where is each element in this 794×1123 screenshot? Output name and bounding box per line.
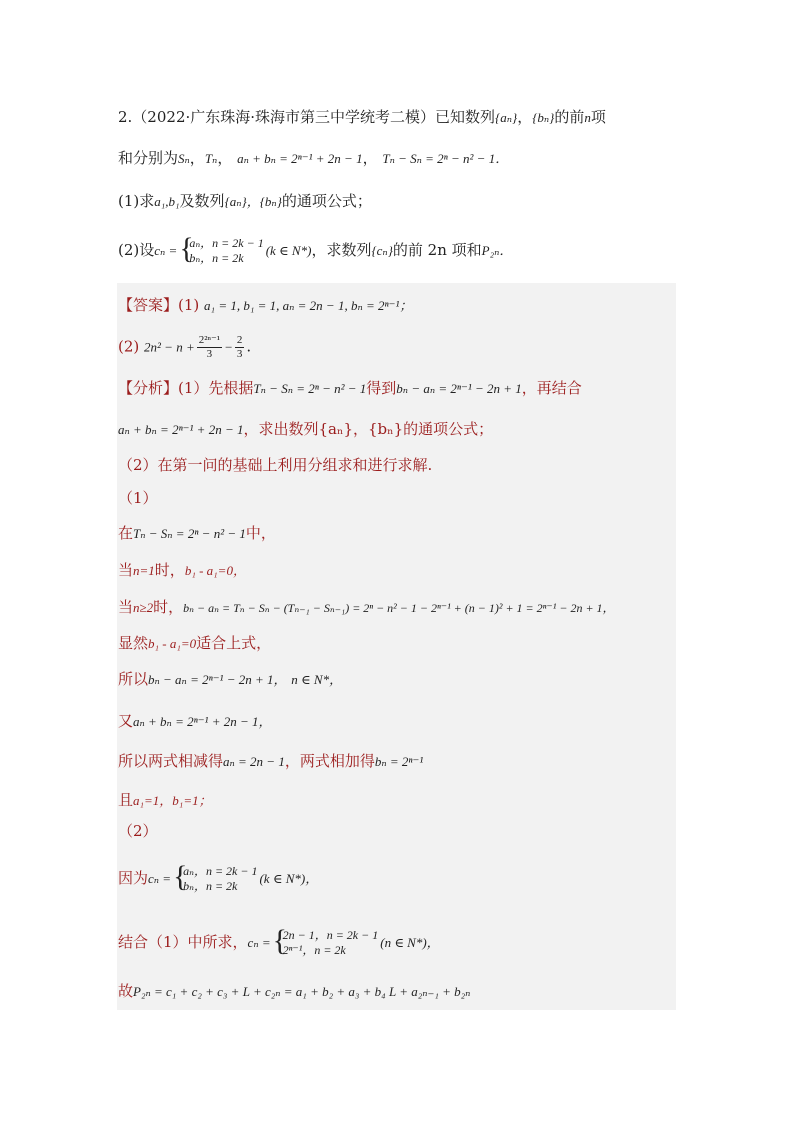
solution-line-9: 且a₁=1，b₁=1； [118,791,212,809]
solution-line-4: 当n≥2时，bₙ − aₙ = Tₙ − Sₙ − (Tₙ₋₁ − Sₙ₋₁) = 2ⁿ − n² − 1 − 2ⁿ⁻¹ + (n − 1)² + 1 = 2ⁿ⁻¹ − 2n + 1， [118,598,615,616]
question-part-2: (2)设cₙ = { aₙ，n = 2k − 1 bₙ，n = 2k (k ∈ N*)，求数列{cₙ}的前 2n 项和P₂ₙ． [118,232,513,265]
solution-line-2: 在Tₙ − Sₙ = 2ⁿ − n² − 1中， [118,524,276,542]
solution-line-13: 故P₂ₙ = c₁ + c₂ + c₃ + L + c₂ₙ = a₁ + b₂ + a₃ + b₄ L + a₂ₙ₋₁ + b₂ₙ [118,982,471,1000]
piecewise-cn: { aₙ，n = 2k − 1 bₙ，n = 2k [173,860,258,893]
question-line-1: 2.（2022·广东珠海·珠海市第三中学统考二模）已知数列{aₙ}，{bₙ}的前n项 [118,108,606,126]
solution-line-12: 结合（1）中所求，cₙ = { 2n − 1，n = 2k − 1 2ⁿ⁻¹，n = 2k (n ∈ N*)， [118,924,440,957]
answer-line-1: 【答案】(1) a₁ = 1, b₁ = 1, aₙ = 2n − 1, bₙ = 2ⁿ⁻¹； [118,296,413,314]
piecewise-definition: { aₙ，n = 2k − 1 bₙ，n = 2k [179,232,264,265]
given-equation-2: Tₙ − Sₙ = 2ⁿ − n² − 1． [382,151,509,166]
analysis-line-3: （2）在第一问的基础上利用分组求和进行求解. [118,456,433,474]
answer-part-1: a₁ = 1, b₁ = 1, aₙ = 2n − 1, bₙ = 2ⁿ⁻¹； [204,298,413,313]
question-line-2: 和分别为Sₙ，Tₙ， aₙ + bₙ = 2ⁿ⁻¹ + 2n − 1， Tₙ − Sₙ = 2ⁿ − n² − 1． [118,149,509,167]
question-source: 2.（2022·广东珠海·珠海市第三中学统考二模）已知数列 [118,108,496,126]
answer-tag: 【答案】 [118,296,179,314]
solution-line-6: 所以bₙ − aₙ = 2ⁿ⁻¹ − 2n + 1， n ∈ N*， [118,670,343,688]
solution-line-7: 又aₙ + bₙ = 2ⁿ⁻¹ + 2n − 1， [118,712,272,730]
analysis-line-1: 【分析】(1）先根据Tₙ − Sₙ = 2ⁿ − n² − 1得到bₙ − aₙ = 2ⁿ⁻¹ − 2n + 1，再结合 [118,379,582,397]
solution-part-2-label: （2） [118,822,158,840]
fraction-2: $\frac{2}{3}$ [236,334,243,360]
fraction-1: $\frac{\text{2²ⁿ⁻¹}}{3}$ [198,334,221,360]
seq-b: {bₙ} [532,110,555,125]
seq-a: {aₙ} [495,110,518,125]
answer-line-2: (2) 2n² − n + $\frac{\text{2²ⁿ⁻¹}}{3}$ − $\frac{2}{3}$ . [118,334,252,360]
solution-line-3: 当n=1时，b₁ - a₁=0， [118,561,246,579]
analysis-tag: 【分析】 [118,379,179,397]
given-equation-1: aₙ + bₙ = 2ⁿ⁻¹ + 2n − 1 [237,151,363,166]
solution-line-11: 因为cₙ = { aₙ，n = 2k − 1 bₙ，n = 2k (k ∈ N*)， [118,860,319,893]
solution-line-8: 所以两式相减得aₙ = 2n − 1，两式相加得bₙ = 2ⁿ⁻¹ [118,752,424,770]
piecewise-cn-explicit: { 2n − 1，n = 2k − 1 2ⁿ⁻¹，n = 2k [272,924,379,957]
analysis-line-2: aₙ + bₙ = 2ⁿ⁻¹ + 2n − 1，求出数列{aₙ}，{bₙ}的通项公式； [118,420,494,438]
solution-line-5: 显然b₁ - a₁=0适合上式， [118,634,272,652]
question-part-1: (1)求a₁,b₁及数列{aₙ}，{bₙ}的通项公式； [118,192,372,210]
solution-part-1-label: （1） [118,489,158,507]
